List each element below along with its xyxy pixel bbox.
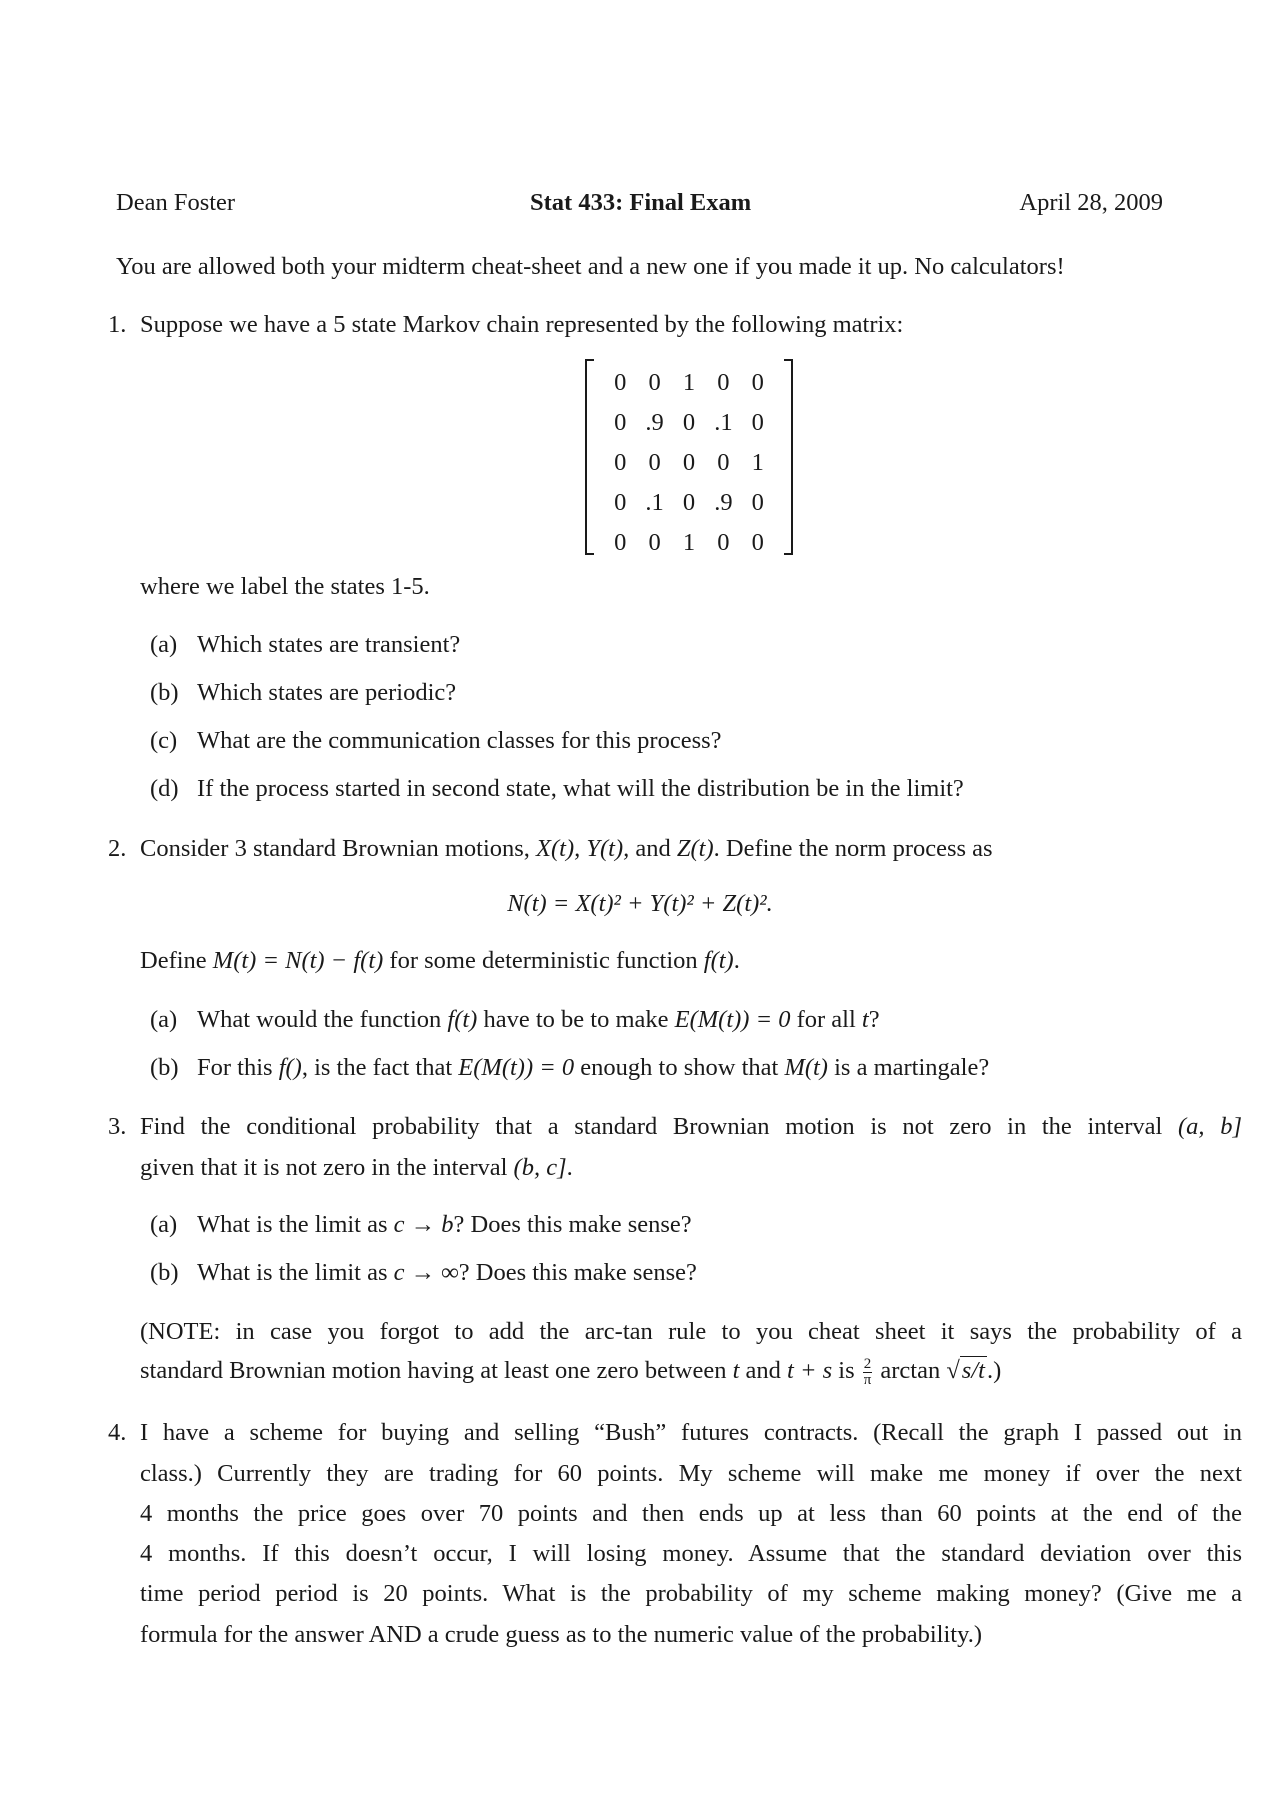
q2a-text: What would the function f(t) have to be to make E(M(t)) = 0 for all t? [197, 1006, 880, 1033]
two-over-pi-fraction: $\frac{2}{\pi}$ [863, 1355, 872, 1388]
matrix-cell: .9 [714, 488, 733, 516]
q2-text: Consider 3 standard Brownian motions, X(t), Y(t), and Z(t). Define the norm process as [140, 835, 993, 862]
matrix-cell: 0 [614, 448, 627, 476]
matrix-left-bracket [585, 359, 594, 555]
matrix-cell: 0 [717, 528, 730, 556]
matrix-cell: 0 [717, 448, 730, 476]
matrix-cell: 0 [682, 408, 696, 436]
matrix-cell: 0 [648, 448, 661, 476]
q1a-label: (a) [150, 631, 178, 658]
q2-equation: N(t) = X(t)² + Y(t)² + Z(t)². [507, 890, 773, 917]
q4-line: formula for the answer AND a crude guess as to the numeric value of the probability.) [140, 1621, 983, 1648]
q3-line2: given that it is not zero in the interval (b, c]. [140, 1154, 573, 1181]
q1d-label: (d) [150, 775, 179, 802]
q3b-text: What is the limit as c → ∞? Does this make sense? [197, 1259, 697, 1286]
matrix-cell: 0 [648, 528, 661, 556]
q1b-text: Which states are periodic? [197, 679, 457, 706]
q4-line: class.) Currently they are trading for 60 points. My scheme will make me money if over the next [140, 1460, 1242, 1487]
q1-number: 1. [108, 311, 127, 338]
q1c-label: (c) [150, 727, 178, 754]
q4-number: 4. [108, 1419, 127, 1446]
q1-after-text: where we label the states 1-5. [140, 573, 430, 600]
exam-title: Stat 433: Final Exam [530, 189, 752, 216]
q4-line: 4 months. If this doesn’t occur, I will losing money. Assume that the standard deviation over this [140, 1540, 1242, 1567]
exam-date: April 28, 2009 [1019, 189, 1163, 216]
q1b-label: (b) [150, 679, 179, 706]
matrix-cell: 1 [682, 528, 696, 556]
q2-define: Define M(t) = N(t) − f(t) for some deterministic function f(t). [140, 947, 740, 974]
matrix-cell: 0 [614, 368, 627, 396]
intro-text: You are allowed both your midterm cheat-sheet and a new one if you made it up. No calculators! [116, 253, 1065, 280]
q2-number: 2. [108, 835, 127, 862]
author-name: Dean Foster [116, 189, 236, 216]
matrix-cell: 0 [717, 368, 730, 396]
matrix-cell: 0 [614, 528, 627, 556]
matrix-cell: 0 [682, 448, 696, 476]
matrix-cell: 1 [751, 448, 764, 476]
q1a-text: Which states are transient? [197, 631, 461, 658]
q2a-label: (a) [150, 1006, 178, 1033]
q1-text: Suppose we have a 5 state Markov chain represented by the following matrix: [140, 311, 904, 338]
matrix-grid [603, 363, 775, 563]
markov-matrix [585, 359, 793, 555]
q3a-text: What is the limit as c → b? Does this make sense? [197, 1211, 692, 1238]
matrix-cell: 0 [751, 408, 764, 436]
matrix-cell: 0 [614, 488, 627, 516]
matrix-cell: .9 [645, 408, 664, 436]
q4-line: I have a scheme for buying and selling “Bush” futures contracts. (Recall the graph I passed out in [140, 1419, 1242, 1446]
q1d-text: If the process started in second state, what will the distribution be in the limit? [197, 775, 964, 802]
q3a-label: (a) [150, 1211, 178, 1238]
q3-note-line2: standard Brownian motion having at least one zero between t and t + s is $\frac{2}{\pi}$ arctan √s/t.) [140, 1355, 1002, 1388]
q3b-label: (b) [150, 1259, 179, 1286]
matrix-right-bracket [784, 359, 793, 555]
q4-line: time period period is 20 points. What is the probability of my scheme making money? (Give me a [140, 1580, 1242, 1607]
matrix-cell: 0 [648, 368, 661, 396]
q3-line1: Find the conditional probability that a standard Brownian motion is not zero in the interval (a, b] [140, 1113, 1242, 1140]
q3-number: 3. [108, 1113, 127, 1140]
matrix-cell: 0 [751, 528, 764, 556]
matrix-cell: .1 [645, 488, 664, 516]
q2b-text: For this f(), is the fact that E(M(t)) = 0 enough to show that M(t) is a martingale? [197, 1054, 990, 1081]
q3-note-line1: (NOTE: in case you forgot to add the arc-tan rule to you cheat sheet it says the probability of a [140, 1318, 1242, 1345]
matrix-cell: 0 [682, 488, 696, 516]
q2b-label: (b) [150, 1054, 179, 1081]
matrix-cell: 0 [614, 408, 627, 436]
q1c-text: What are the communication classes for this process? [197, 727, 722, 754]
matrix-cell: 1 [682, 368, 696, 396]
q4-line: 4 months the price goes over 70 points and then ends up at less than 60 points at the end of the [140, 1500, 1242, 1527]
matrix-cell: 0 [751, 368, 764, 396]
matrix-cell: 0 [751, 488, 764, 516]
matrix-cell: .1 [714, 408, 733, 436]
